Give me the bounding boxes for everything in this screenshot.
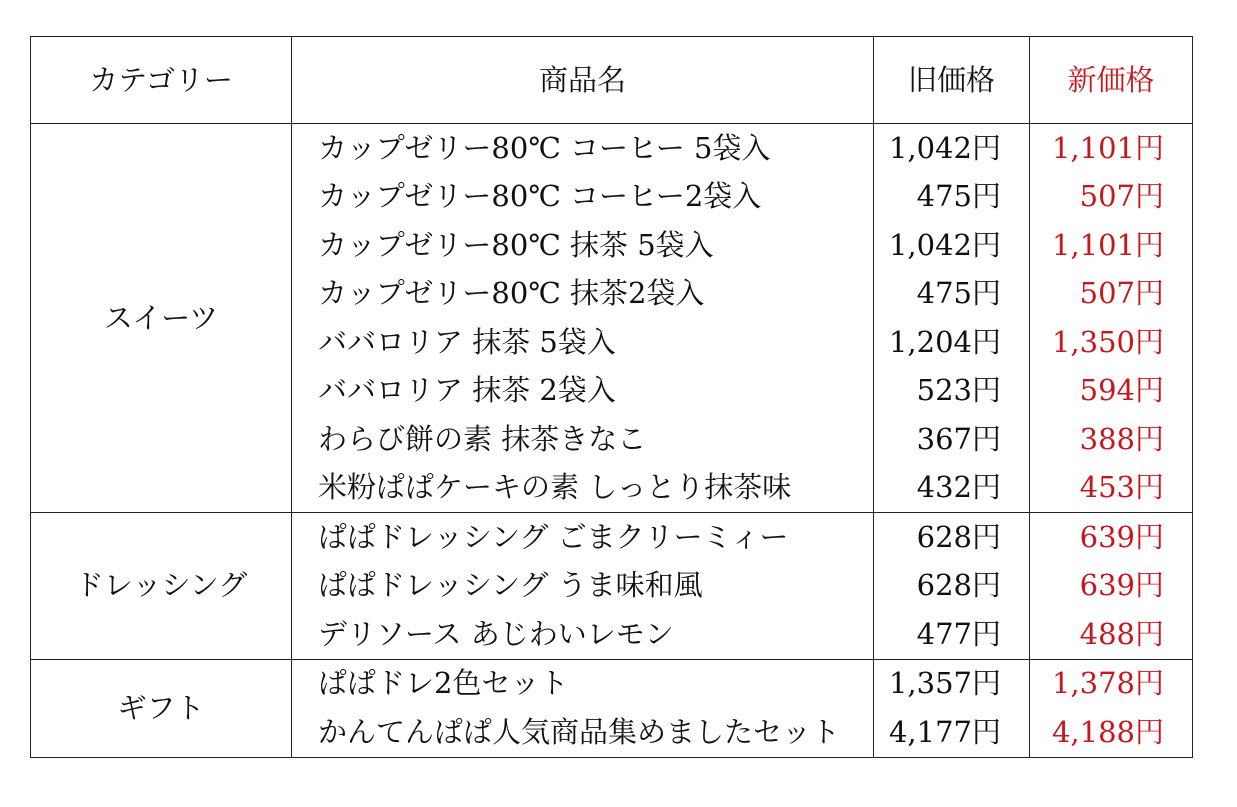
old-price: 628円 bbox=[874, 513, 1030, 562]
new-price: 507円 bbox=[1030, 270, 1193, 319]
category-cell-gift: ギフト bbox=[31, 659, 292, 757]
product-name: わらび餅の素 抹茶きなこ bbox=[292, 415, 874, 464]
new-price: 507円 bbox=[1030, 173, 1193, 222]
old-price: 4,177円 bbox=[874, 708, 1030, 757]
table-row bbox=[31, 659, 1193, 708]
new-price: 388円 bbox=[1030, 415, 1193, 464]
product-name: 米粉ぱぱケーキの素 しっとり抹茶味 bbox=[292, 464, 874, 513]
old-price: 475円 bbox=[874, 173, 1030, 222]
category-cell-sweets: スイーツ bbox=[31, 124, 292, 513]
old-price: 628円 bbox=[874, 562, 1030, 611]
product-name: カップゼリー80℃ 抹茶 5袋入 bbox=[292, 221, 874, 270]
old-price: 1,042円 bbox=[874, 124, 1030, 173]
old-price: 1,204円 bbox=[874, 318, 1030, 367]
new-price: 4,188円 bbox=[1030, 708, 1193, 757]
product-name: ババロリア 抹茶 5袋入 bbox=[292, 318, 874, 367]
product-name: カップゼリー80℃ コーヒー 5袋入 bbox=[292, 124, 874, 173]
new-price: 1,350円 bbox=[1030, 318, 1193, 367]
old-price: 523円 bbox=[874, 367, 1030, 416]
new-price: 1,101円 bbox=[1030, 124, 1193, 173]
old-price: 475円 bbox=[874, 270, 1030, 319]
old-price: 1,357円 bbox=[874, 659, 1030, 708]
header-product-name: 商品名 bbox=[292, 37, 874, 124]
product-name: ぱぱドレッシング うま味和風 bbox=[292, 562, 874, 611]
category-cell-dressing: ドレッシング bbox=[31, 513, 292, 660]
new-price: 453円 bbox=[1030, 464, 1193, 513]
header-category: カテゴリー bbox=[31, 37, 292, 124]
product-name: かんてんぱぱ人気商品集めましたセット bbox=[292, 708, 874, 757]
old-price: 1,042円 bbox=[874, 221, 1030, 270]
table-row bbox=[31, 513, 1193, 562]
old-price: 432円 bbox=[874, 464, 1030, 513]
product-name: カップゼリー80℃ コーヒー2袋入 bbox=[292, 173, 874, 222]
table-row bbox=[31, 124, 1193, 173]
table-header-row bbox=[31, 37, 1193, 124]
new-price: 594円 bbox=[1030, 367, 1193, 416]
old-price: 367円 bbox=[874, 415, 1030, 464]
new-price: 1,101円 bbox=[1030, 221, 1193, 270]
new-price: 1,378円 bbox=[1030, 659, 1193, 708]
product-name: ぱぱドレ2色セット bbox=[292, 659, 874, 708]
new-price: 488円 bbox=[1030, 610, 1193, 659]
product-name: デリソース あじわいレモン bbox=[292, 610, 874, 659]
product-name: カップゼリー80℃ 抹茶2袋入 bbox=[292, 270, 874, 319]
header-new-price: 新価格 bbox=[1030, 37, 1193, 124]
price-revision-table bbox=[30, 36, 1193, 758]
header-old-price: 旧価格 bbox=[874, 37, 1030, 124]
product-name: ぱぱドレッシング ごまクリーミィー bbox=[292, 513, 874, 562]
product-name: ババロリア 抹茶 2袋入 bbox=[292, 367, 874, 416]
new-price: 639円 bbox=[1030, 562, 1193, 611]
old-price: 477円 bbox=[874, 610, 1030, 659]
new-price: 639円 bbox=[1030, 513, 1193, 562]
